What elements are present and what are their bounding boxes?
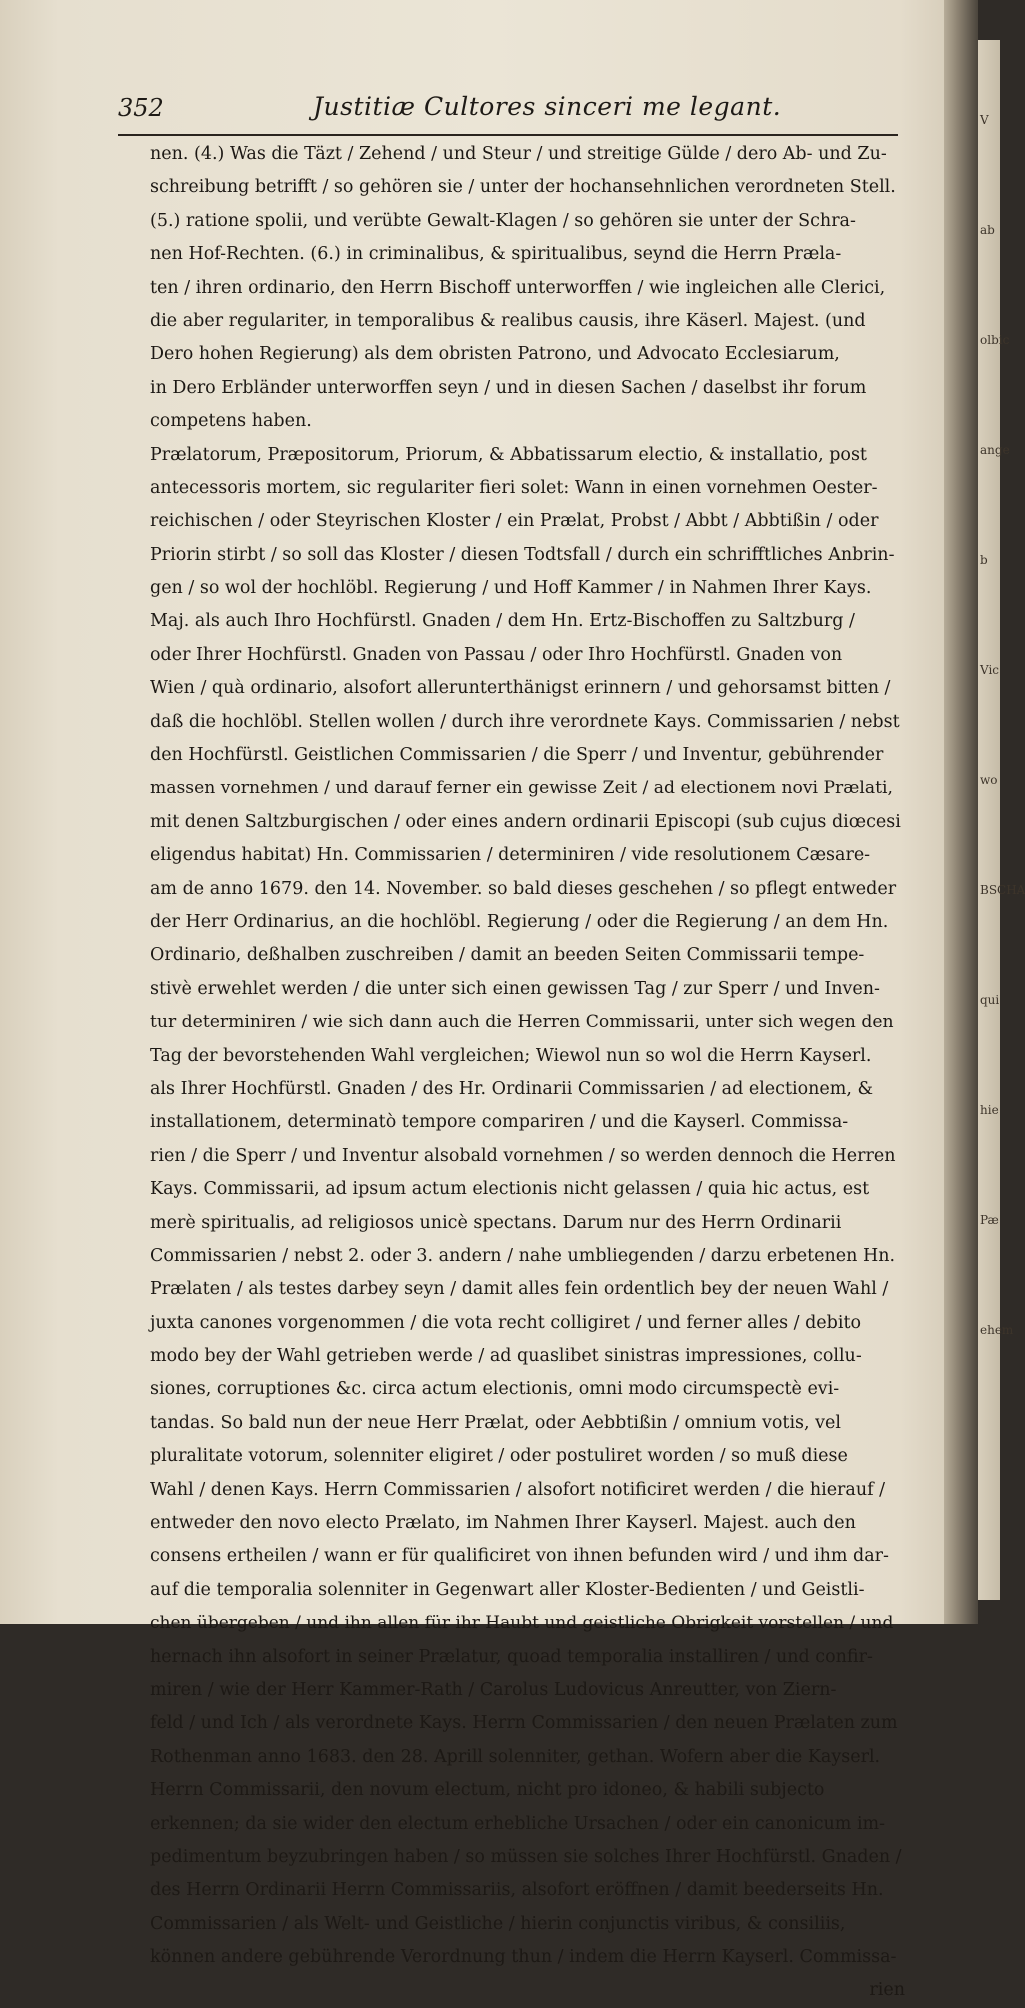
adjacent-page-fragment: ange <box>980 443 1010 457</box>
text-line: nen. (4.) Was die Täzt / Zehend / und Steur / und streitige Gülde / dero Ab- und Zu- <box>150 144 887 164</box>
adjacent-page-fragment: ehem <box>980 1323 1014 1337</box>
text-line: Wahl / denen Kays. Herrn Commissarien / alsofort notificiret werden / die hierauf / <box>150 1479 886 1500</box>
adjacent-page-fragment: Pæ <box>980 1213 999 1227</box>
text-line: eligendus habitat) Hn. Commissarien / determiniren / vide resolutionem Cæsare- <box>150 845 871 866</box>
text-line: massen vornehmen / und darauf ferner ein gewisse Zeit / ad electionem novi Prælati, <box>150 778 893 799</box>
text-line: miren / wie der Herr Kammer-Rath / Carolus Ludovicus Anreutter, von Ziern- <box>150 1679 837 1700</box>
text-line: des Herrn Ordinarii Herrn Commissariis, alsofort eröffnen / damit beederseits Hn. <box>150 1880 884 1901</box>
text-line: Maj. als auch Ihro Hochfürstl. Gnaden / dem Hn. Ertz-Bischoffen zu Saltzburg / <box>150 611 855 632</box>
text-line: (5.) ratione spolii, und verübte Gewalt-Klagen / so gehören sie unter der Schra- <box>150 210 856 231</box>
adjacent-page-fragment: Vic <box>980 663 1000 677</box>
text-line: stivè erwehlet werden / die unter sich einen gewissen Tag / zur Sperr / und Inven- <box>150 978 880 999</box>
text-line: Priorin stirbt / so soll das Kloster / diesen Todtsfall / durch ein schrifftliches Anbrin- <box>150 544 895 565</box>
text-line: consens ertheilen / wann er für qualificiret von ihnen befunden wird / und ihm dar- <box>150 1546 889 1567</box>
text-line: Commissarien / nebst 2. oder 3. andern / nahe umbliegenden / darzu erbetenen Hn. <box>150 1245 896 1266</box>
text-line: chen übergeben / und ihn allen für ihr Haubt und geistliche Obrigkeit vorstellen / und <box>150 1613 894 1634</box>
text-line: der Herr Ordinarius, an die hochlöbl. Regierung / oder die Regierung / an dem Hn. <box>150 911 889 932</box>
text-line: Kays. Commissarii, ad ipsum actum electionis nicht gelassen / quia hic actus, est <box>150 1179 870 1200</box>
adjacent-page-edge <box>978 40 1025 1600</box>
text-line: competens haben. <box>150 411 312 432</box>
text-line: gen / so wol der hochlöbl. Regierung / und Hoff Kammer / in Nahmen Ihrer Kays. <box>150 578 872 599</box>
text-line: feld / und Ich / als verordnete Kays. Herrn Commissarien / den neuen Prælaten zum <box>150 1713 898 1734</box>
body-text <box>150 138 905 2008</box>
text-line: Herrn Commissarii, den novum electum, nicht pro idoneo, & habili subjecto <box>150 1780 825 1801</box>
running-title: Justitiæ Cultores sinceri me legant. <box>313 92 782 121</box>
book-gutter <box>944 0 978 1624</box>
adjacent-page-fragment: hie <box>980 1103 999 1117</box>
text-line: pedimentum beyzubringen haben / so müssen sie solches Ihrer Hochfürstl. Gnaden / <box>150 1846 902 1867</box>
text-line: ten / ihren ordinario, den Herrn Bischoff unterworffen / wie ingleichen alle Clerici, <box>150 277 886 298</box>
text-line: auf die temporalia solenniter in Gegenwart aller Kloster-Bedienten / und Geistli- <box>150 1579 865 1600</box>
text-line: nen Hof-Rechten. (6.) in criminalibus, & spiritualibus, seynd die Herrn Præla- <box>150 244 842 265</box>
adjacent-page-fragment: V <box>980 113 989 127</box>
text-line: hernach ihn alsofort in seiner Prælatur, quoad temporalia installiren / und confir- <box>150 1646 873 1667</box>
text-line: Wien / quà ordinario, alsofort allerunterthänigst erinnern / und gehorsamst bitten / <box>150 678 891 699</box>
text-line: am de anno 1679. den 14. November. so bald dieses geschehen / so pflegt entweder <box>150 878 897 899</box>
text-line: als Ihrer Hochfürstl. Gnaden / des Hr. Ordinarii Commissarien / ad electionem, & <box>150 1078 874 1099</box>
text-line: merè spiritualis, ad religiosos unicè spectans. Darum nur des Herrn Ordinarii <box>150 1212 842 1233</box>
text-line: oder Ihrer Hochfürstl. Gnaden von Passau / oder Ihro Hochfürstl. Gnaden von <box>150 644 843 665</box>
text-line: die aber regulariter, in temporalibus & realibus causis, ihre Käserl. Majest. (und <box>150 310 866 331</box>
text-line: Commissarien / als Welt- und Geistliche / hierin conjunctis viribus, & consiliis, <box>150 1913 846 1934</box>
page-header <box>118 90 898 130</box>
text-line: reichischen / oder Steyrischen Kloster / ein Prælat, Probst / Abbt / Abbtißin / oder <box>150 511 879 532</box>
adjacent-page-fragment: qui <box>980 993 1000 1007</box>
text-line: Prælaten / als testes darbey seyn / damit alles fein ordentlich bey der neuen Wahl / <box>150 1279 889 1300</box>
adjacent-page-fragment: olbic <box>980 333 1010 347</box>
text-line: juxta canones vorgenommen / die vota recht colligiret / und ferner alles / debito <box>150 1312 862 1333</box>
text-line: antecessoris mortem, sic regulariter fieri solet: Wann in einen vornehmen Oester- <box>150 477 878 498</box>
text-line: installationem, determinatò tempore compariren / und die Kayserl. Commissa- <box>150 1112 849 1133</box>
text-line: mit denen Saltzburgischen / oder eines andern ordinarii Episcopi (sub cujus diœcesi <box>150 811 901 832</box>
text-line: rien / die Sperr / und Inventur alsobald vornehmen / so werden dennoch die Herren <box>150 1145 896 1166</box>
text-line: tandas. So bald nun der neue Herr Prælat, oder Aebbtißin / omnium votis, vel <box>150 1412 841 1433</box>
text-line: Ordinario, deßhalben zuschreiben / damit an beeden Seiten Commissarii tempe- <box>150 945 865 966</box>
text-line: tur determiniren / wie sich dann auch die Herren Commissarii, unter sich wegen den <box>150 1012 894 1033</box>
text-line: Tag der bevorstehenden Wahl vergleichen; Wiewol nun so wol die Herrn Kayserl. <box>150 1045 872 1066</box>
page-number: 352 <box>118 94 164 122</box>
text-line: können andere gebührende Verordnung thun / indem die Herrn Kayserl. Commissa- <box>150 1947 897 1968</box>
text-line: den Hochfürstl. Geistlichen Commissarien / die Sperr / und Inventur, gebührender <box>150 745 884 766</box>
text-line: modo bey der Wahl getrieben werde / ad quaslibet sinistras impressiones, collu- <box>150 1346 862 1367</box>
text-line: schreibung betrifft / so gehören sie / unter der hochansehnlichen verordneten Stell. <box>150 177 896 198</box>
header-rule <box>118 134 898 136</box>
text-line: Rothenman anno 1683. den 28. Aprill solenniter, gethan. Wofern aber die Kayserl. <box>150 1746 881 1767</box>
text-line: entweder den novo electo Prælato, im Nahmen Ihrer Kayserl. Majest. auch den <box>150 1513 856 1534</box>
adjacent-page-fragment: ab <box>980 223 995 237</box>
adjacent-page-fragment: b <box>980 553 988 567</box>
text-line: Prælatorum, Præpositorum, Priorum, & Abbatissarum electio, & installatio, post <box>150 444 867 465</box>
adjacent-page-fragment: BSCHA <box>980 883 1025 897</box>
text-line: siones, corruptiones &c. circa actum electionis, omni modo circumspectè evi- <box>150 1379 840 1400</box>
catchword: rien <box>869 1980 905 2001</box>
text-line: erkennen; da sie wider den electum erhebliche Ursachen / oder ein canonicum im- <box>150 1813 886 1834</box>
text-line: daß die hochlöbl. Stellen wollen / durch ihre verordnete Kays. Commissarien / nebst <box>150 711 900 732</box>
adjacent-page-fragment: wo <box>980 773 998 787</box>
text-line: in Dero Erbländer unterworffen seyn / und in diesen Sachen / daselbst ihr forum <box>150 377 867 398</box>
text-line: pluralitate votorum, solenniter eligiret / oder postuliret worden / so muß diese <box>150 1446 848 1467</box>
text-line: Dero hohen Regierung) als dem obristen Patrono, und Advocato Ecclesiarum, <box>150 344 840 365</box>
